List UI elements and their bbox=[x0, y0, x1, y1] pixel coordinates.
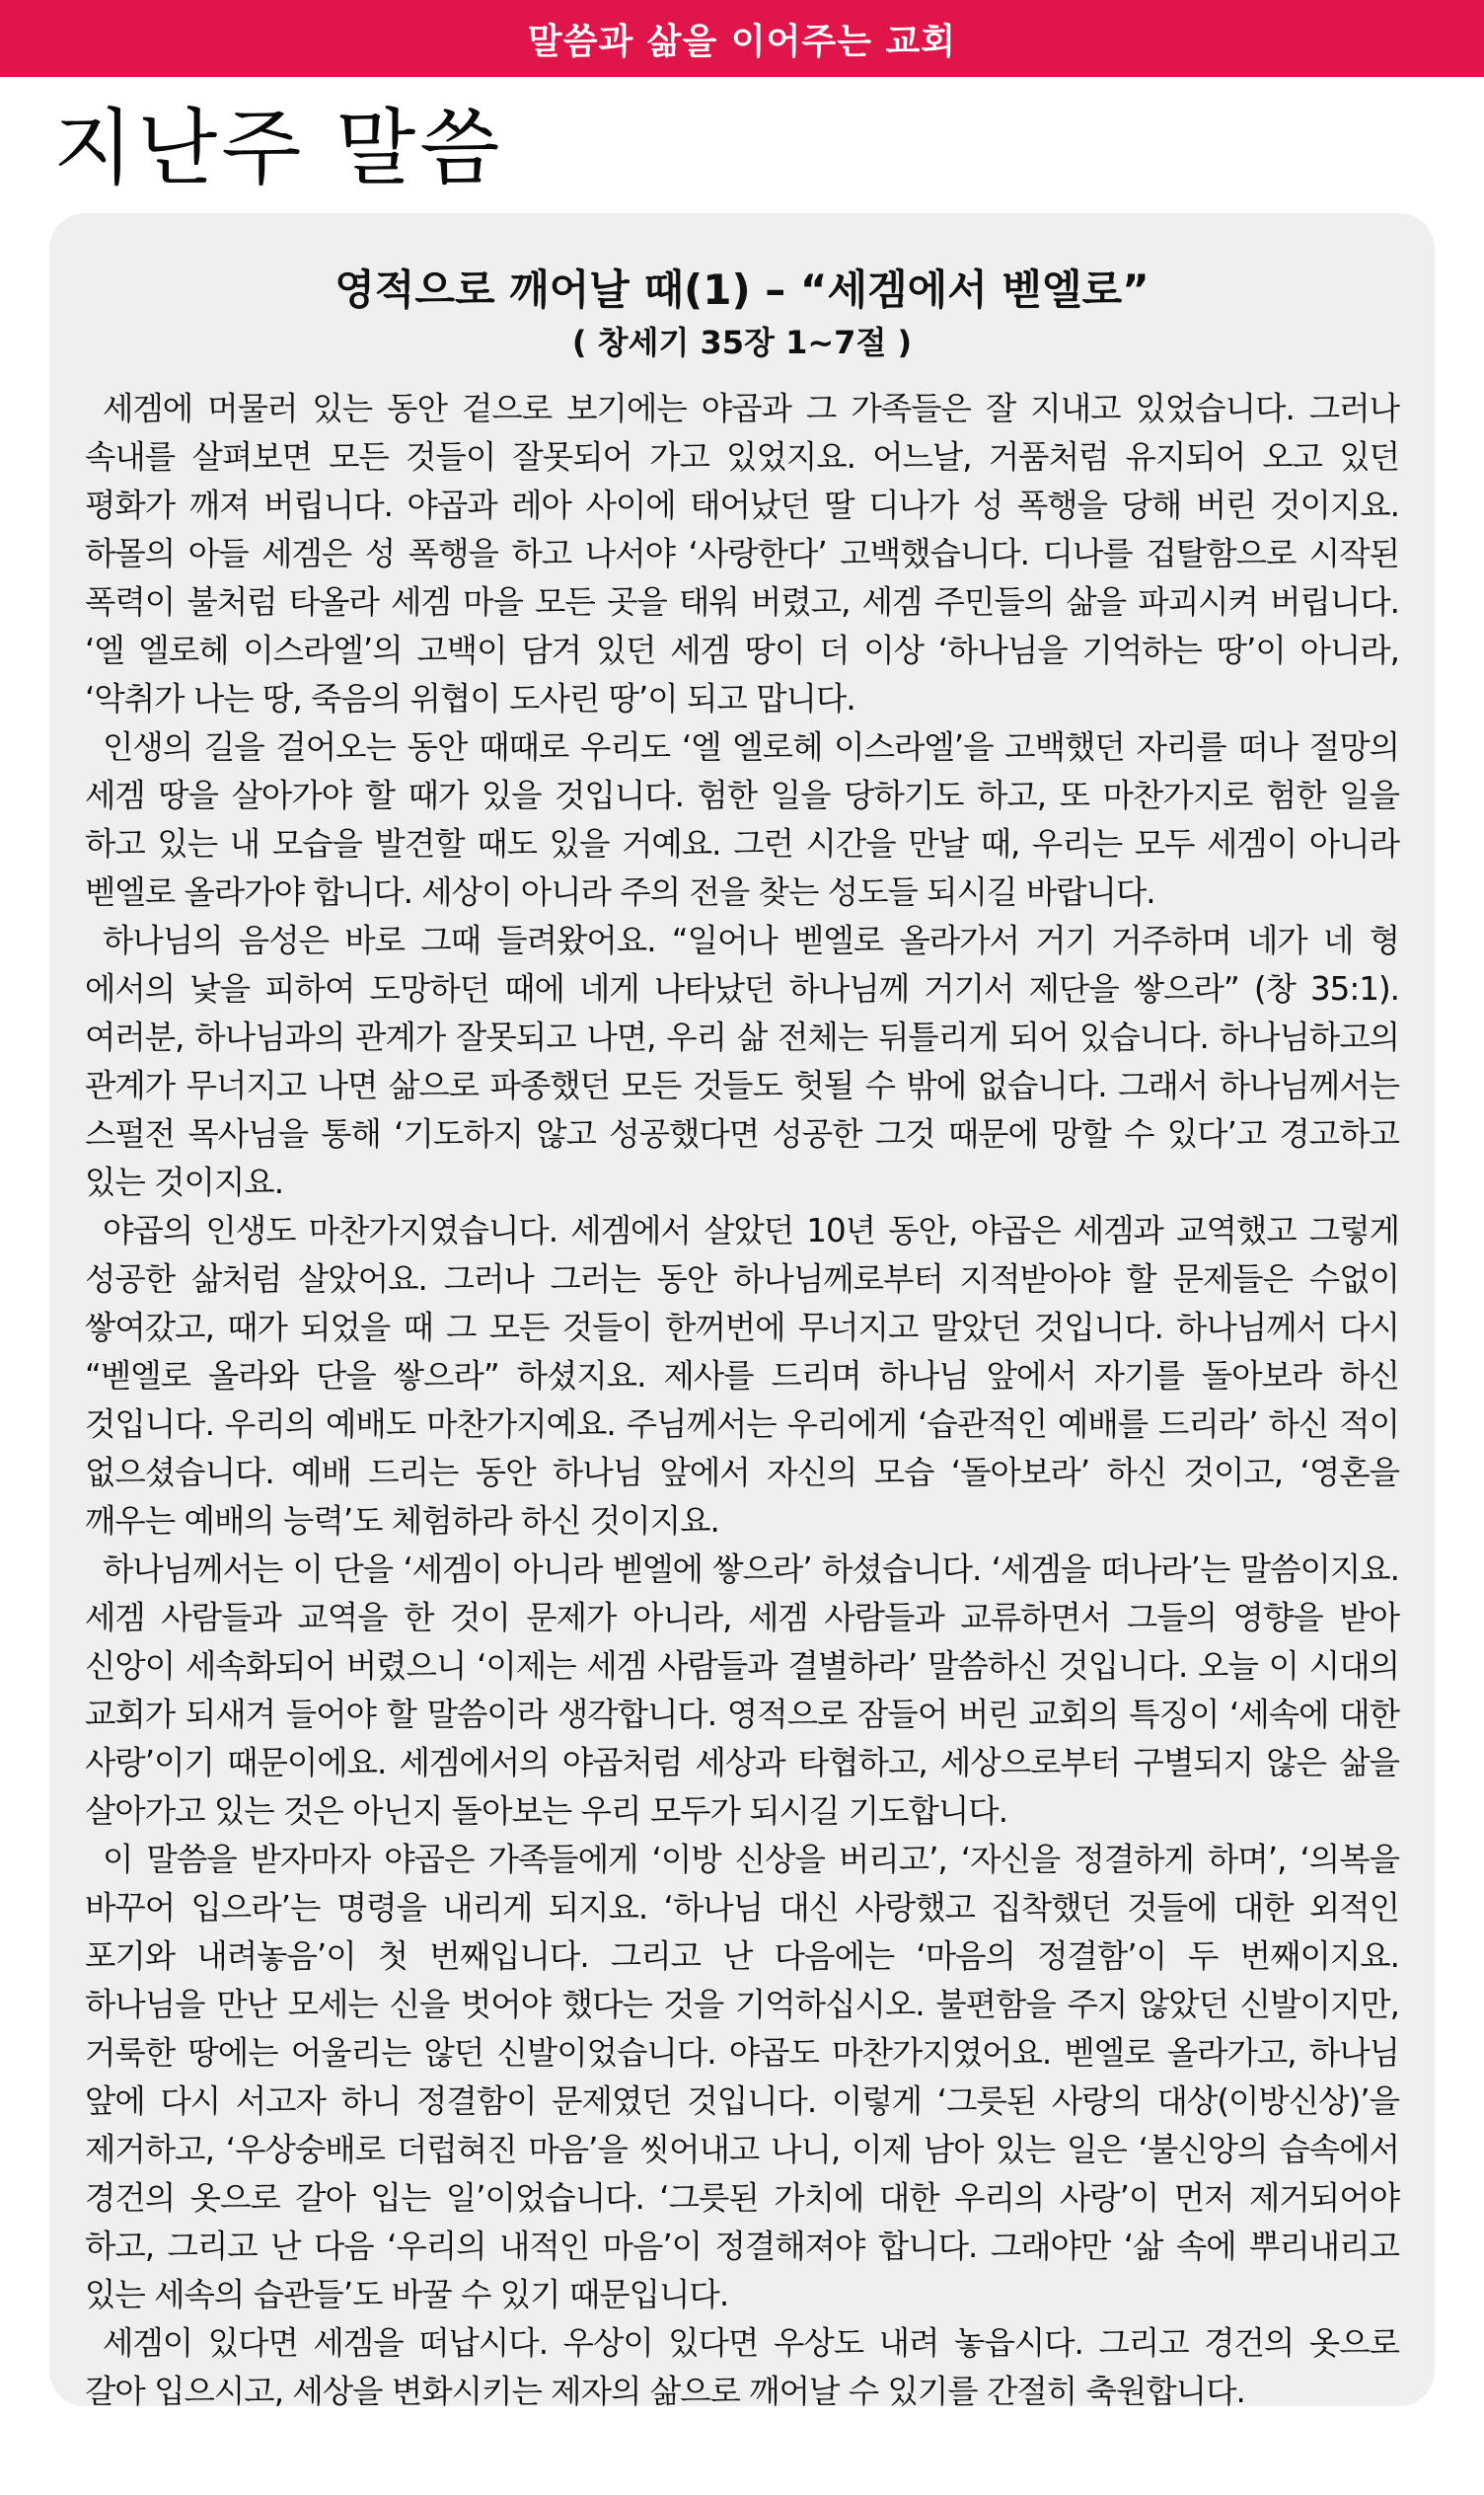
sermon-paragraph: 세겜이 있다면 세겜을 떠납시다. 우상이 있다면 우상도 내려 놓읍시다. 그리고 경건의 옷으로 갈아 입으시고, 세상을 변화시키는 제자의 삶으로 깨어날 수 있기를 간절히 축원합니다. bbox=[85, 2324, 1399, 2411]
top-banner bbox=[0, 0, 1484, 77]
sermon-body bbox=[85, 385, 1399, 2416]
sermon-paragraph: 이 말씀을 받자마자 야곱은 가족들에게 ‘이방 신상을 버리고’, ‘자신을 정결하게 하며’, ‘의복을 바꾸어 입으라’는 명령을 내리게 되지요. ‘하나님 대신 사랑했고 집착했던 것들에 대한 외적인 포기와 내려놓음’이 첫 번째입니다. 그리고 난 다음에는 ‘마음의 정결함’이 두 번째이지요. 하나님을 만난 모세는 신을 벗어야 했다는 것을 기억하십시오. 불편함을 주지 않았던 신발이지만, 거룩한 땅에는 어울리는 않던 신발이었습니다. 야곱도 마찬가지였어요. 벧엘로 올라가고, 하나님 앞에 다시 서고자 하니 정결함이 문제였던 것입니다. 이렇게 ‘그릇된 사랑의 대상(이방신상)’을 제거하고, ‘우상숭배로 더럽혀진 마음’을 씻어내고 나니, 이제 남아 있는 일은 ‘불신앙의 습속에서 경건의 옷으로 갈아 입는 일’이었습니다. ‘그릇된 가치에 대한 우리의 사랑’이 먼저 제거되어야 하고, 그리고 난 다음 ‘우리의 내적인 마음’이 정결해져야 합니다. 그래야만 ‘삶 속에 뿌리내리고 있는 세속의 습관들’도 바꿀 수 있기 때문입니다. bbox=[85, 1841, 1399, 2314]
sermon-card bbox=[49, 213, 1435, 2411]
sermon-paragraph: 인생의 길을 걸어오는 동안 때때로 우리도 ‘엘 엘로헤 이스라엘’을 고백했던 자리를 떠나 절망의 세겜 땅을 살아가야 할 때가 있을 것입니다. 험한 일을 당하기도 하고, 또 마찬가지로 험한 일을 하고 있는 내 모습을 발견할 때도 있을 거예요. 그런 시간을 만날 때, 우리는 모두 세겜이 아니라 벧엘로 올라가야 합니다. 세상이 아니라 주의 전을 찾는 성도들 되시길 바랍니다. bbox=[85, 728, 1399, 912]
section-title: 지난주 말씀 bbox=[53, 100, 504, 196]
banner-text: 말씀과 삶을 이어주는 교회 bbox=[527, 21, 957, 62]
sermon-paragraph: 하나님께서는 이 단을 ‘세겜이 아니라 벧엘에 쌓으라’ 하셨습니다. ‘세겜을 떠나라’는 말씀이지요. 세겜 사람들과 교역을 한 것이 문제가 아니라, 세겜 사람들과 교류하면서 그들의 영향을 받아 신앙이 세속화되어 버렸으니 ‘이제는 세겜 사람들과 결별하라’ 말씀하신 것입니다. 오늘 이 시대의 교회가 되새겨 들어야 할 말씀이라 생각합니다. 영적으로 잠들어 버린 교회의 특징이 ‘세속에 대한 사랑’이기 때문이에요. 세겜에서의 야곱처럼 세상과 타협하고, 세상으로부터 구별되지 않은 삶을 살아가고 있는 것은 아닌지 돌아보는 우리 모두가 되시길 기도합니다. bbox=[85, 1550, 1399, 1831]
sermon-paragraph: 세겜에 머물러 있는 동안 겉으로 보기에는 야곱과 그 가족들은 잘 지내고 있었습니다. 그러나 속내를 살펴보면 모든 것들이 잘못되어 가고 있었지요. 어느날, 거품처럼 유지되어 오고 있던 평화가 깨져 버립니다. 야곱과 레아 사이에 태어났던 딸 디나가 성 폭행을 당해 버린 것이지요. 하몰의 아들 세겜은 성 폭행을 하고 나서야 ‘사랑한다’ 고백했습니다. 디나를 겁탈함으로 시작된 폭력이 불처럼 타올라 세겜 마을 모든 곳을 태워 버렸고, 세겜 주민들의 삶을 파괴시켜 버립니다. ‘엘 엘로헤 이스라엘’의 고백이 담겨 있던 세겜 땅이 더 이상 ‘하나님을 기억하는 땅’이 아니라, ‘악취가 나는 땅, 죽음의 위협이 도사린 땅’이 되고 맙니다. bbox=[85, 390, 1399, 718]
sermon-paragraph: 야곱의 인생도 마찬가지였습니다. 세겜에서 살았던 10년 동안, 야곱은 세겜과 교역했고 그렇게 성공한 삶처럼 살았어요. 그러나 그러는 동안 하나님께로부터 지적받아야 할 문제들은 수없이 쌓여갔고, 때가 되었을 때 그 모든 것들이 한꺼번에 무너지고 말았던 것입니다. 하나님께서 다시 “벧엘로 올라와 단을 쌓으라” 하셨지요. 제사를 드리며 하나님 앞에서 자기를 돌아보라 하신 것입니다. 우리의 예배도 마찬가지예요. 주님께서는 우리에게 ‘습관적인 예배를 드리라’ 하신 적이 없으셨습니다. 예배 드리는 동안 하나님 앞에서 자신의 모습 ‘돌아보라’ 하신 것이고, ‘영혼을 깨우는 예배의 능력’도 체험하라 하신 것이지요. bbox=[85, 1212, 1399, 1541]
sermon-title: 영적으로 깨어날 때(1) – “세겜에서 벧엘로” bbox=[334, 265, 1150, 314]
sermon-paragraph: 하나님의 음성은 바로 그때 들려왔어요. “일어나 벧엘로 올라가서 거기 거주하며 네가 네 형 에서의 낯을 피하여 도망하던 때에 네게 나타났던 하나님께 거기서 제단을 쌓으라” (창 35:1). 여러분, 하나님과의 관계가 잘못되고 나면, 우리 삶 전체는 뒤틀리게 되어 있습니다. 하나님하고의 관계가 무너지고 나면 삶으로 파종했던 모든 것들도 헛될 수 밖에 없습니다. 그래서 하나님께서는 스펄전 목사님을 통해 ‘기도하지 않고 성공했다면 성공한 그것 때문에 망할 수 있다’고 경고하고 있는 것이지요. bbox=[85, 922, 1399, 1202]
scripture-reference: ( 창세기 35장 1~7절 ) bbox=[571, 323, 913, 361]
